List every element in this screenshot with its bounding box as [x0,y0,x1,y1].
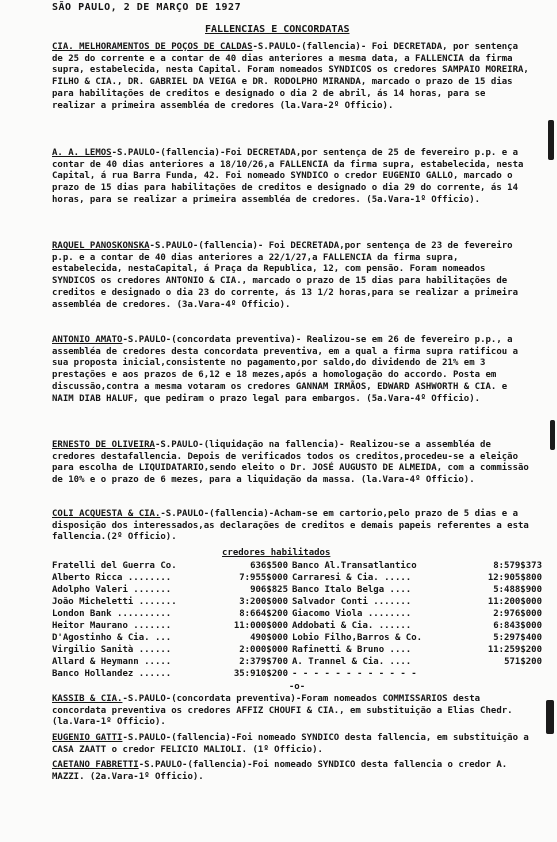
dateline: SÃO PAULO, 2 DE MARÇO DE 1927 [52,2,242,13]
creditor-amount: 906$825 [250,585,288,595]
notice-entry [52,694,532,729]
creditor-name: Banco Hollandez ...... [52,669,172,679]
creditor-name: Heitor Maurano ....... [52,621,172,631]
table-row [52,633,542,645]
creditor-name: - - - - - - - - - - - - [292,669,417,679]
creditor-amount: 11:259$200 [487,645,542,655]
creditor-name: Addobati & Cia. ...... [292,621,412,631]
entry-lead: EUGENIO GATTI [52,733,123,743]
creditor-amount: 5:488$900 [493,585,542,595]
notice-entry [52,148,532,207]
entry-lead: RAQUEL PANOSKONSKA [52,241,150,251]
entry-lead: COLI ACQUESTA & CIA. [52,509,161,519]
creditor-amount: 7:955$000 [239,573,288,583]
creditor-name: Fratelli del Guerra Co. [52,561,177,571]
creditor-amount: 636$500 [250,561,288,571]
table-row [52,573,542,585]
scan-smudge [548,120,554,160]
creditor-name: Banco Al.Transatlantico [292,561,417,571]
creditor-name: A. Trannel & Cia. .... [292,657,412,667]
creditor-amount: 6:843$000 [493,621,542,631]
entry-lead: A. A. LEMOS [52,148,112,158]
creditor-name: Virgilio Sanità ...... [52,645,172,655]
creditor-amount: 2:379$700 [239,657,288,667]
creditor-name: Rafinetti & Bruno .... [292,645,412,655]
entry-lead: ANTONIO AMATO [52,335,123,345]
table-row [52,609,542,621]
creditor-name: Alberto Ricca ........ [52,573,172,583]
creditor-name: London Bank .......... [52,609,172,619]
table-row [52,645,542,657]
entry-text: -S.PAULO-(fallencia)- Foi DECRETADA, por sentença de 25 do corrente e a contar de 40 dias anteriores a mesma data, a FALLENCIA da firma supra, estabelecida, nesta Capital. Foram nomeados SYNDICOS os credores SAMPAIO MOREIRA, FILHO & CIA., DR. GABRIEL DA VEIGA e DR. RODOLPHO MIRANDA, marcado o prazo de 15 dias para habilitações de creditos e designado o dia 2 de abril, ás 14 horas, para se realizar a primeira assembléa de credores (la.Vara-2º Officio). [52,42,535,111]
notice-entry [52,440,535,487]
table-row [52,657,542,669]
creditor-name: Allard & Heymann ..... [52,657,172,667]
entry-text: -S.PAULO-(concordata preventiva)- Realizou-se em 26 de fevereiro p.p., a assembléa de credores desta concordata preventiva, em a qual a firma supra ratificou a sua proposta inicial,consistente no pagamento,por saldo,do dividendo de 21% em 3 prestações e aos prazos de 6,12 e 18 mezes,após a homologação do accordo. Posta em discussão,contra a mesma votaram os credores GANNAM IRMÃOS, EDWARD ASHWORTH & CIA. e NAIM DIAB HALUF, que pediram o prazo legal para embargos. (5a.Vara-4º Officio). [52,335,524,404]
entry-text: -S.PAULO-(fallencia)-Acham-se em cartorio,pelo prazo de 5 dias e a disposição dos interessados,as declarações de creditos e demais papeis referentes a esta fallencia.(2º Officio). [52,509,535,543]
table-row [52,585,542,597]
creditor-amount: 12:905$800 [487,573,542,583]
creditor-amount: 490$000 [250,633,288,643]
creditor-name: Adolpho Valeri ....... [52,585,172,595]
entry-text: -S.PAULO-(fallencia)-Foi DECRETADA,por sentença de 25 de fevereiro p.p. e a contar de 40 dias anteriores a 18/10/26,a FALLENCIA da firma supra, estabelecida, nesta Capital, á rua Barra Funda, 42. Foi nomeado SYNDICO o credor EUGENIO GALLO, marcado o prazo de 15 dias para habilitações de creditos e designado o dia 29 do corrente, ás 14 horas, para se realizar a primeira assembléa de credores. (5a.Vara-1º Officio). [52,148,529,205]
notice-entry [52,241,532,311]
creditor-amount: 35:910$200 [233,669,288,679]
table-row [52,669,542,681]
notice-entry [52,335,532,405]
creditor-amount: 3:200$000 [239,597,288,607]
creditor-amount: 2:976$000 [493,609,542,619]
entry-lead: CIA. MELHORAMENTOS DE POÇOS DE CALDAS [52,42,253,52]
creditor-amount: 571$200 [504,657,542,667]
creditor-amount: 8:664$200 [239,609,288,619]
entry-text: -S.PAULO-(fallencia)- Foi DECRETADA,por sentença de 23 de fevereiro p.p. e a contar de 40 dias anteriores a 22/1/27,a FALLENCIA da firma supra, estabelecida, nestaCapital, á Praça da Republica, 12, com pensão. Foram nomeados SYNDICOS os credores ANTONIO & CIA., marcado o prazo de 15 dias para habilitações de creditos e designado o dia 23 do corrente, ás 13 1/2 horas,para se realizar a primeira assembléa de credores. (3a.Vara-4º Officio). [52,241,524,310]
section-separator: -o- [288,682,306,692]
entry-lead: CAETANO FABRETTI [52,760,139,770]
creditor-name: D'Agostinho & Cia. ... [52,633,172,643]
creditor-name: Carraresi & Cia. ..... [292,573,412,583]
table-row [52,621,542,633]
entry-text: -S.PAULO-(fallencia)-Foi nomeado SYNDICO desta fallencia o credor A. MAZZI. (2a.Vara-1º Officio). [52,760,513,782]
entry-text: -S.PAULO-(fallencia)-Foi nomeado SYNDICO desta fallencia, em substituição a CASA ZAATT o credor FELICIO MALIOLI. (1º Officio). [52,733,535,755]
notice-entry [52,42,535,112]
creditor-amount: 8:579$373 [493,561,542,571]
creditors-header: credores habilitados [222,548,331,558]
page-title: FALLENCIAS E CONCORDATAS [205,24,350,35]
notice-entry [52,760,532,783]
creditor-name: Lobio Filho,Barros & Co. [292,633,423,643]
entry-text: -S.PAULO-(liquidação na fallencia)- Realizou-se a assembléa de credores destafallencia. Depois de verificados todos os creditos,procedeu-se a eleição para escolha de LIQUIDATARIO,sendo eleito o Dr. JOSÉ AUGUSTO DE ALMEIDA, com a commissão de 10% e o prazo de 6 mezes, para a liquidação da massa. (la.Vara-4º Officio). [52,440,535,486]
creditor-name: João Micheletti ....... [52,597,177,607]
scan-smudge [546,700,554,734]
entry-lead: ERNESTO DE OLIVEIRA [52,440,155,450]
creditor-amount: 5:297$400 [493,633,542,643]
entry-text: -S.PAULO-(concordata preventiva)-Foram nomeados COMMISSARIOS desta concordata preventiva os credores AFFIZ CHOUFI & CIA., em substituição a Elias Chedr. (la.Vara-1º Officio). [52,694,518,728]
table-row [52,561,542,573]
scan-smudge [550,420,555,450]
creditor-amount: 11:200$000 [487,597,542,607]
notice-entry [52,733,535,756]
creditor-name: Banco Italo Belga .... [292,585,412,595]
table-row [52,597,542,609]
creditor-name: Giacomo Viola ........ [292,609,412,619]
creditor-amount: 2:000$000 [239,645,288,655]
notice-entry [52,509,535,544]
entry-lead: KASSIB & CIA. [52,694,123,704]
creditor-amount: 11:000$000 [233,621,288,631]
creditor-name: Salvador Conti ....... [292,597,412,607]
